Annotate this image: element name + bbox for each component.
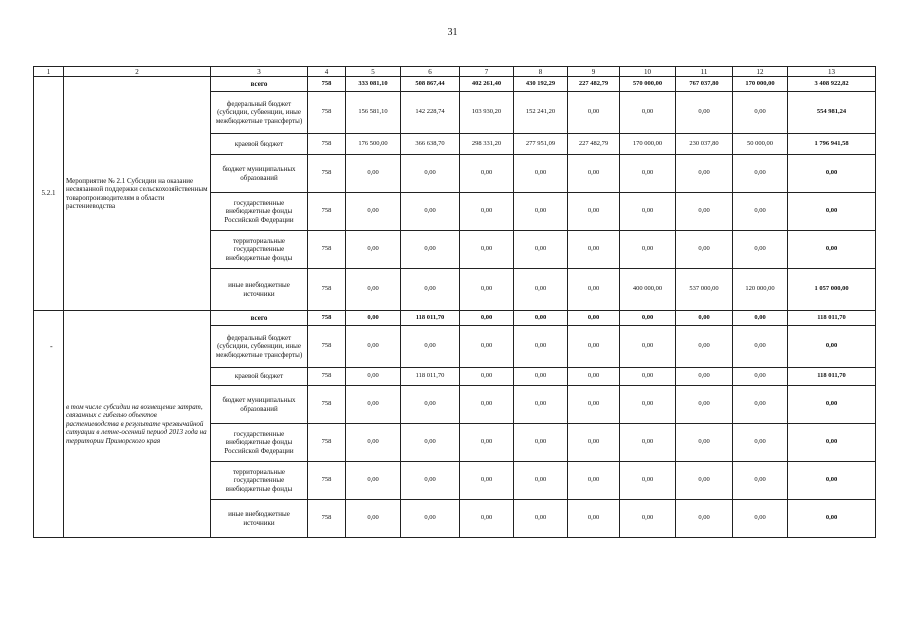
year-value: 0,00 [568, 193, 620, 231]
year-value: 0,00 [568, 269, 620, 311]
year-value: 0,00 [568, 368, 620, 386]
year-value: 298 331,20 [460, 134, 514, 155]
header-cell: 8 [514, 67, 568, 77]
year-value: 508 867,44 [401, 77, 460, 92]
header-cell: 1 [34, 67, 64, 77]
header-cell: 11 [676, 67, 733, 77]
total-value: 0,00 [788, 155, 876, 193]
funding-source: федеральный бюджет (субсидии, субвенции, иные межбюджетные трансферты) [211, 92, 308, 134]
year-value: 0,00 [460, 326, 514, 368]
year-value: 0,00 [733, 424, 788, 462]
year-value: 0,00 [460, 462, 514, 500]
year-value: 0,00 [620, 424, 676, 462]
header-cell: 2 [64, 67, 211, 77]
year-value: 0,00 [346, 368, 401, 386]
year-value: 0,00 [401, 193, 460, 231]
funding-source: иные внебюджетные источники [211, 269, 308, 311]
year-value: 170 000,00 [733, 77, 788, 92]
total-value: 1 796 941,58 [788, 134, 876, 155]
year-value: 0,00 [733, 155, 788, 193]
header-cell: 9 [568, 67, 620, 77]
year-value: 0,00 [568, 155, 620, 193]
year-value: 0,00 [733, 462, 788, 500]
year-value: 0,00 [676, 311, 733, 326]
year-value: 0,00 [620, 311, 676, 326]
block-description: Мероприятие № 2.1 Субсидии на оказание несвязанной поддержки сельскохозяйственным товаропроизводителям в области растениеводства [64, 77, 211, 311]
budget-code: 758 [308, 155, 346, 193]
year-value: 767 037,80 [676, 77, 733, 92]
year-value: 0,00 [401, 424, 460, 462]
year-value: 0,00 [346, 326, 401, 368]
year-value: 0,00 [514, 155, 568, 193]
year-value: 0,00 [346, 193, 401, 231]
year-value: 0,00 [401, 155, 460, 193]
year-value: 0,00 [514, 500, 568, 538]
budget-code: 758 [308, 368, 346, 386]
year-value: 0,00 [733, 311, 788, 326]
year-value: 0,00 [620, 368, 676, 386]
year-value: 0,00 [346, 231, 401, 269]
header-cell: 6 [401, 67, 460, 77]
year-value: 0,00 [401, 326, 460, 368]
year-value: 0,00 [676, 326, 733, 368]
year-value: 0,00 [620, 231, 676, 269]
funding-source: бюджет муниципальных образований [211, 386, 308, 424]
year-value: 0,00 [568, 231, 620, 269]
budget-code: 758 [308, 134, 346, 155]
total-value: 118 011,70 [788, 368, 876, 386]
year-value: 176 500,00 [346, 134, 401, 155]
year-value: 0,00 [514, 269, 568, 311]
year-value: 142 228,74 [401, 92, 460, 134]
year-value: 120 000,00 [733, 269, 788, 311]
year-value: 0,00 [676, 368, 733, 386]
year-value: 103 930,20 [460, 92, 514, 134]
budget-code: 758 [308, 311, 346, 326]
year-value: 402 261,40 [460, 77, 514, 92]
total-value: 0,00 [788, 462, 876, 500]
funding-source: государственные внебюджетные фонды Российской Федерации [211, 193, 308, 231]
header-cell: 12 [733, 67, 788, 77]
year-value: 0,00 [733, 193, 788, 231]
year-value: 0,00 [401, 269, 460, 311]
year-value: 0,00 [460, 269, 514, 311]
year-value: 0,00 [514, 326, 568, 368]
year-value: 0,00 [620, 193, 676, 231]
year-value: 0,00 [401, 231, 460, 269]
header-cell: 13 [788, 67, 876, 77]
year-value: 0,00 [346, 311, 401, 326]
total-value: 0,00 [788, 424, 876, 462]
funding-source: всего [211, 311, 308, 326]
funding-source: федеральный бюджет (субсидии, субвенции, иные межбюджетные трансферты) [211, 326, 308, 368]
block-description: в том числе субсидии на возмещение затрат, связанных с гибелью объектов растениеводства в результате чрезвычайной ситуации в летне-осенний период 2013 года на территории Приморского края [64, 311, 211, 538]
year-value: 0,00 [514, 424, 568, 462]
total-value: 554 981,24 [788, 92, 876, 134]
year-value: 227 482,79 [568, 134, 620, 155]
block-index: 5.2.1 [34, 77, 64, 311]
table-row [34, 311, 876, 326]
funding-source: территориальные государственные внебюджетные фонды [211, 462, 308, 500]
year-value: 0,00 [676, 92, 733, 134]
year-value: 0,00 [401, 500, 460, 538]
budget-code: 758 [308, 77, 346, 92]
header-cell: 10 [620, 67, 676, 77]
year-value: 0,00 [568, 500, 620, 538]
year-value: 230 037,80 [676, 134, 733, 155]
total-value: 0,00 [788, 386, 876, 424]
funding-source: бюджет муниципальных образований [211, 155, 308, 193]
year-value: 0,00 [676, 500, 733, 538]
year-value: 0,00 [568, 386, 620, 424]
year-value: 0,00 [514, 368, 568, 386]
budget-code: 758 [308, 386, 346, 424]
year-value: 0,00 [460, 231, 514, 269]
year-value: 0,00 [346, 386, 401, 424]
funding-source: краевой бюджет [211, 134, 308, 155]
header-cell: 5 [346, 67, 401, 77]
header-cell: 7 [460, 67, 514, 77]
year-value: 0,00 [514, 311, 568, 326]
year-value: 430 192,29 [514, 77, 568, 92]
year-value: 0,00 [514, 193, 568, 231]
year-value: 570 000,00 [620, 77, 676, 92]
total-value: 118 011,70 [788, 311, 876, 326]
year-value: 0,00 [620, 386, 676, 424]
year-value: 156 581,10 [346, 92, 401, 134]
year-value: 0,00 [676, 386, 733, 424]
budget-code: 758 [308, 193, 346, 231]
year-value: 0,00 [460, 311, 514, 326]
year-value: 118 011,70 [401, 368, 460, 386]
header-cell: 3 [211, 67, 308, 77]
year-value: 0,00 [568, 424, 620, 462]
budget-code: 758 [308, 92, 346, 134]
year-value: 277 951,09 [514, 134, 568, 155]
total-value: 0,00 [788, 326, 876, 368]
year-value: 0,00 [568, 462, 620, 500]
funding-source: территориальные государственные внебюджетные фонды [211, 231, 308, 269]
year-value: 0,00 [733, 386, 788, 424]
year-value: 0,00 [460, 386, 514, 424]
year-value: 0,00 [733, 500, 788, 538]
year-value: 333 081,10 [346, 77, 401, 92]
year-value: 50 000,00 [733, 134, 788, 155]
year-value: 0,00 [401, 462, 460, 500]
year-value: 0,00 [620, 500, 676, 538]
header-cell: 4 [308, 67, 346, 77]
stray-mark: - [50, 342, 53, 351]
year-value: 0,00 [460, 424, 514, 462]
year-value: 0,00 [346, 500, 401, 538]
year-value: 0,00 [401, 386, 460, 424]
total-value: 3 408 922,82 [788, 77, 876, 92]
year-value: 0,00 [620, 155, 676, 193]
year-value: 0,00 [620, 326, 676, 368]
year-value: 0,00 [676, 424, 733, 462]
year-value: 118 011,70 [401, 311, 460, 326]
year-value: 0,00 [346, 269, 401, 311]
year-value: 0,00 [676, 155, 733, 193]
funding-source: краевой бюджет [211, 368, 308, 386]
year-value: 0,00 [676, 193, 733, 231]
budget-code: 758 [308, 231, 346, 269]
header-row [34, 67, 876, 77]
year-value: 227 482,79 [568, 77, 620, 92]
year-value: 170 000,00 [620, 134, 676, 155]
budget-code: 758 [308, 424, 346, 462]
budget-code: 758 [308, 462, 346, 500]
year-value: 0,00 [460, 193, 514, 231]
year-value: 0,00 [733, 92, 788, 134]
budget-code: 758 [308, 500, 346, 538]
year-value: 0,00 [568, 311, 620, 326]
year-value: 0,00 [568, 326, 620, 368]
total-value: 0,00 [788, 500, 876, 538]
year-value: 0,00 [346, 424, 401, 462]
year-value: 0,00 [733, 326, 788, 368]
year-value: 0,00 [346, 462, 401, 500]
year-value: 0,00 [460, 500, 514, 538]
year-value: 0,00 [733, 368, 788, 386]
year-value: 0,00 [514, 462, 568, 500]
year-value: 152 241,20 [514, 92, 568, 134]
year-value: 537 000,00 [676, 269, 733, 311]
total-value: 0,00 [788, 193, 876, 231]
total-value: 1 057 000,00 [788, 269, 876, 311]
total-value: 0,00 [788, 231, 876, 269]
year-value: 0,00 [514, 386, 568, 424]
budget-code: 758 [308, 269, 346, 311]
block-index [34, 311, 64, 538]
year-value: 0,00 [620, 462, 676, 500]
year-value: 0,00 [676, 462, 733, 500]
year-value: 0,00 [460, 155, 514, 193]
year-value: 400 000,00 [620, 269, 676, 311]
funding-source: иные внебюджетные источники [211, 500, 308, 538]
page-number: 31 [447, 27, 458, 38]
funding-source: всего [211, 77, 308, 92]
table-row [34, 77, 876, 92]
year-value: 0,00 [346, 155, 401, 193]
year-value: 0,00 [733, 231, 788, 269]
year-value: 0,00 [568, 92, 620, 134]
year-value: 0,00 [514, 231, 568, 269]
year-value: 0,00 [460, 368, 514, 386]
funding-source: государственные внебюджетные фонды Российской Федерации [211, 424, 308, 462]
year-value: 366 638,70 [401, 134, 460, 155]
budget-table [33, 66, 876, 538]
budget-code: 758 [308, 326, 346, 368]
year-value: 0,00 [620, 92, 676, 134]
year-value: 0,00 [676, 231, 733, 269]
